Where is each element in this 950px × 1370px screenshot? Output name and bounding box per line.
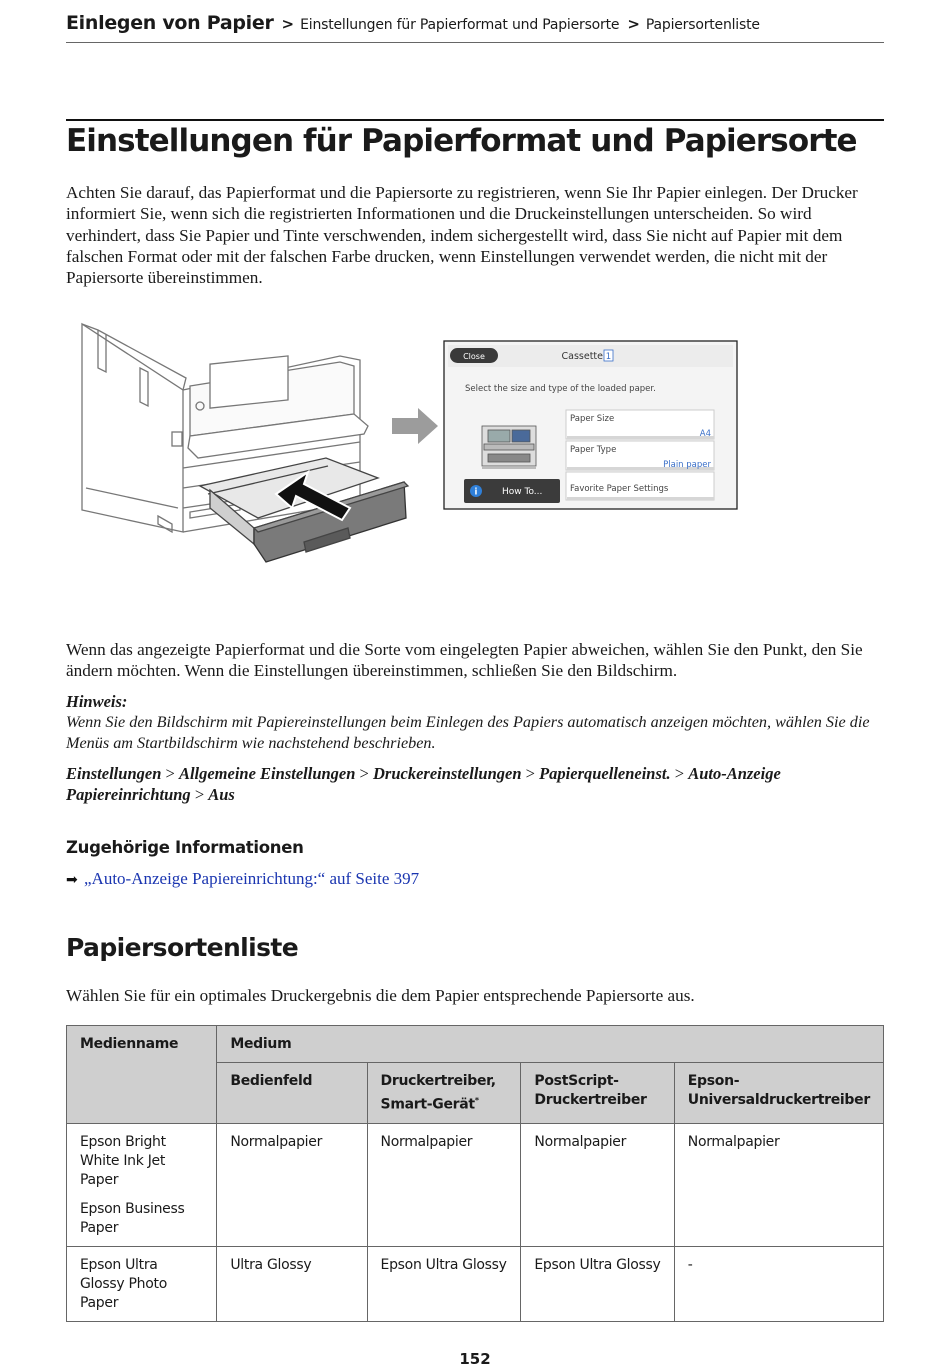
- footnote-mark: *: [474, 1096, 479, 1105]
- cell-value: -: [674, 1246, 883, 1321]
- favorite-paper-settings-button[interactable]: [566, 472, 714, 500]
- intro-paragraph: Achten Sie darauf, das Papierformat und die Papiersorte zu registrieren, wenn Sie Ihr Papier einlegen. Der Drucker informiert Sie, wenn sich die registrierten Informationen und die Druckeinstellungen unterscheiden. So wird verhindert, dass Sie Papier und Tinte verschwenden, indem sichergestellt wird, dass Sie nicht auf Papier mit dem falschen Format oder mit der falschen Farbe drucken, wenn Einstellungen verwendet werden, die nicht mit der Papiersorte übereinstimmen.: [66, 183, 858, 288]
- menu-path-separator: >: [194, 785, 205, 804]
- menu-path-separator: >: [165, 764, 175, 783]
- header-driver-smart: Druckertreiber, Smart-Gerät*: [367, 1063, 521, 1124]
- paper-type-intro: Wählen Sie für ein optimales Druckergebnis die dem Papier entsprechende Papiersorte aus.: [66, 986, 695, 1005]
- cell-value: Normalpapier: [674, 1123, 883, 1246]
- arrow-right-icon: [392, 408, 438, 444]
- header-panel: Bedienfeld: [217, 1063, 367, 1124]
- printer-icon: [482, 426, 536, 468]
- arrow-right-icon: ➡: [66, 872, 78, 888]
- menu-path-item: Auto-Anzeige Papiereinrichtung: [66, 764, 781, 804]
- related-info-link[interactable]: „Auto-Anzeige Papiereinrichtung:“ auf Seite 397: [84, 869, 420, 888]
- paper-size-button[interactable]: [566, 410, 714, 439]
- paper-type-value: Plain paper: [663, 460, 711, 470]
- cell-value: Ultra Glossy: [217, 1246, 367, 1321]
- header-media-name: Medienname: [67, 1026, 217, 1124]
- note-label: Hinweis:: [66, 692, 128, 711]
- note-text: Wenn Sie den Bildschirm mit Papiereinstellungen beim Einlegen des Papiers automatisch anzeigen möchten, wählen Sie die Menüs am Startbildschirm wie nachstehend beschrieben.: [66, 713, 870, 752]
- header-medium: Medium: [217, 1026, 884, 1063]
- cell-value: Epson Ultra Glossy: [367, 1246, 521, 1321]
- menu-path-separator: >: [525, 764, 535, 783]
- cell-media-name: Epson Ultra Glossy Photo Paper: [67, 1246, 217, 1321]
- control-panel-screen: [444, 341, 737, 509]
- info-icon-glyph: i: [474, 487, 478, 498]
- how-to-button[interactable]: [464, 479, 560, 503]
- cell-value: Epson Ultra Glossy: [521, 1246, 674, 1321]
- related-info-item: [66, 869, 419, 889]
- cell-value: Normalpapier: [367, 1123, 521, 1246]
- cassette-number: 1: [605, 352, 612, 362]
- table-row: [67, 1246, 884, 1321]
- page-number: 152: [459, 1350, 491, 1368]
- paper-type-table: [66, 1025, 884, 1322]
- menu-path-separator: >: [674, 764, 685, 783]
- breadcrumb-level-1[interactable]: Einlegen von Papier: [66, 12, 274, 34]
- paper-type-label: Paper Type: [570, 445, 617, 455]
- table-row: [67, 1123, 884, 1246]
- paper-type-button[interactable]: [566, 441, 714, 470]
- cell-value: Normalpapier: [217, 1123, 367, 1246]
- printer-illustration: [78, 318, 743, 570]
- breadcrumb-level-3[interactable]: Papiersortenliste: [645, 17, 760, 33]
- section-title-wrap: [66, 119, 884, 159]
- breadcrumb: [66, 12, 884, 43]
- related-info-title: Zugehörige Informationen: [66, 838, 304, 857]
- section-title: Einstellungen für Papierformat und Papiersorte: [66, 123, 857, 159]
- header-postscript: PostScript-Druckertreiber: [521, 1063, 674, 1124]
- menu-path-item: Aus: [208, 785, 235, 804]
- screen-title: Cassette: [561, 351, 603, 362]
- screen-instruction: Select the size and type of the loaded paper.: [465, 384, 656, 394]
- breadcrumb-separator: >: [281, 15, 295, 33]
- breadcrumb-separator: >: [627, 15, 640, 33]
- after-image-paragraph: Wenn das angezeigte Papierformat und die Sorte vom eingelegten Papier abweichen, wählen Sie den Punkt, den Sie ändern möchten. Wenn die Einstellungen übereinstimmen, schließen Sie den Bildschirm.: [66, 640, 863, 681]
- section-title: Papiersortenliste: [66, 933, 299, 962]
- cell-value: Normalpapier: [521, 1123, 674, 1246]
- paper-size-value: A4: [699, 429, 711, 439]
- how-to-label: How To...: [502, 487, 543, 497]
- header-universal: Epson-Universaldruckertreiber: [674, 1063, 883, 1124]
- cell-media-name: Epson Bright White Ink Jet Paper Epson Business Paper: [67, 1123, 217, 1246]
- menu-path-item: Papierquelleneinst.: [539, 764, 671, 783]
- favorite-paper-settings-label: Favorite Paper Settings: [570, 484, 669, 494]
- menu-path-item: Allgemeine Einstellungen: [178, 764, 356, 783]
- paper-cassette-drawing: [200, 458, 408, 562]
- menu-path-item: Druckereinstellungen: [372, 764, 522, 783]
- menu-path: [66, 763, 884, 805]
- paper-size-label: Paper Size: [570, 414, 615, 424]
- close-button-label: Close: [463, 352, 485, 361]
- menu-path-item: Einstellungen: [66, 764, 162, 783]
- breadcrumb-level-2[interactable]: Einstellungen für Papierformat und Papiersorte: [300, 17, 620, 33]
- menu-path-separator: >: [359, 764, 369, 783]
